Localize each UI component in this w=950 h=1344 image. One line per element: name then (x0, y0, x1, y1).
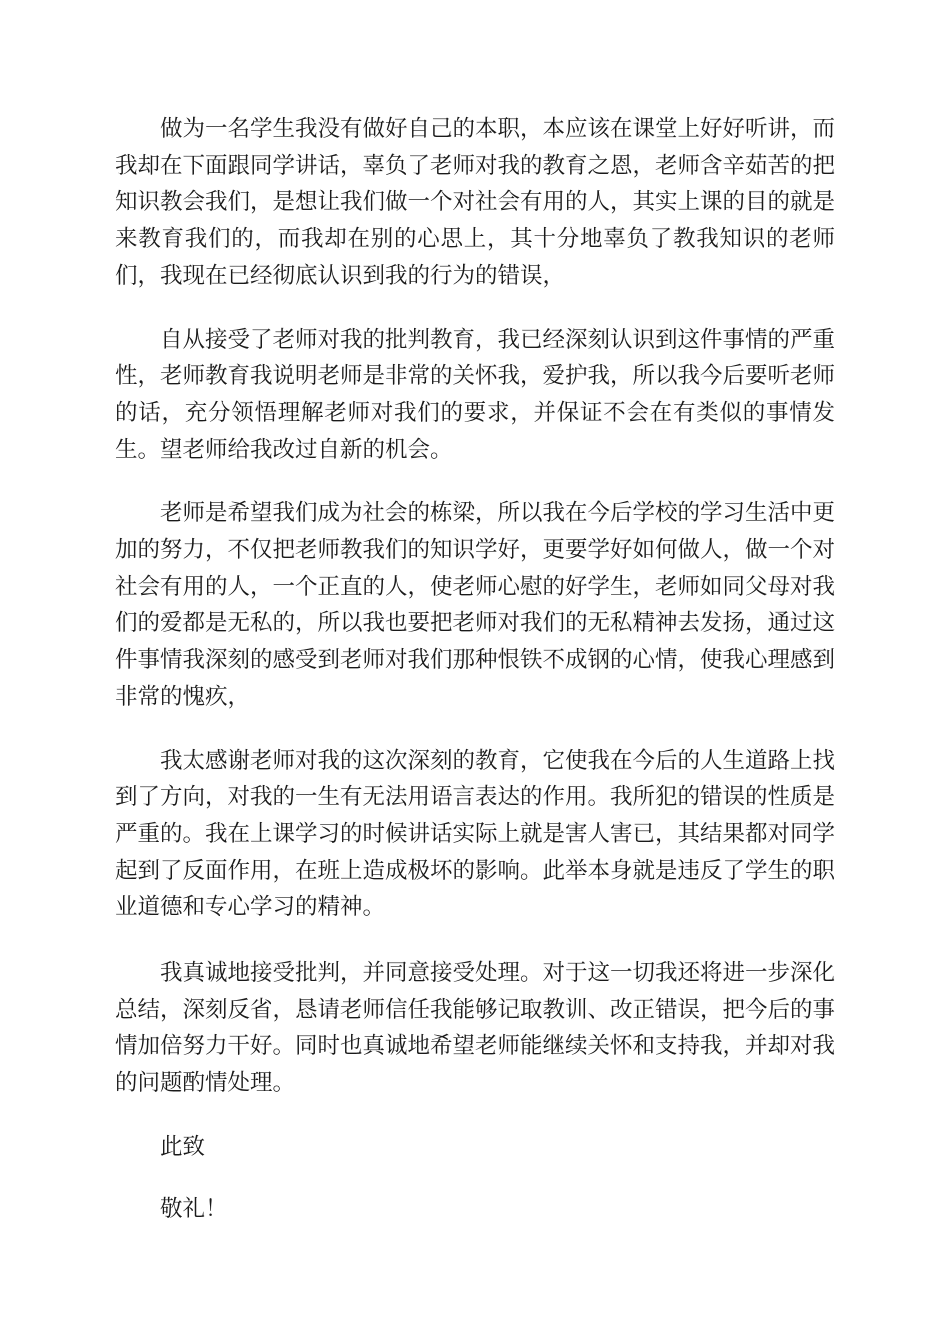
closing-regards: 敬礼！ (160, 1195, 228, 1222)
paragraph-5: 我真诚地接受批判，并同意接受处理。对于这一切我还将进一步深化总结，深刻反省，恳请老师信任我能够记取教训、改正错误，把今后的事情加倍努力干好。同时也真诚地希望老师能继续关怀和支持我，并却对我的问题酌情处理。 (115, 960, 836, 1097)
paragraph-4: 我太感谢老师对我的这次深刻的教育，它使我在今后的人生道路上找到了方向，对我的一生有无法用语言表达的作用。我所犯的错误的性质是严重的。我在上课学习的时候讲话实际上就是害人害已，其结果都对同学起到了反面作用，在班上造成极坏的影响。此举本身就是违反了学生的职业道德和专心学习的精神。 (115, 747, 836, 921)
letter-body (115, 111, 835, 1252)
paragraph-3: 老师是希望我们成为社会的栋梁，所以我在今后学校的学习生活中更加的努力，不仅把老师教我们的知识学好，更要学好如何做人，做一个对社会有用的人，一个正直的人，使老师心慰的好学生，老师如同父母对我们的爱都是无私的，所以我也要把老师对我们的无私精神去发扬，通过这件事情我深刻的感受到老师对我们那种恨铁不成钢的心情，使我心理感到非常的愧疚， (115, 500, 836, 710)
paragraph-1: 做为一名学生我没有做好自己的本职，本应该在课堂上好好听讲，而我却在下面跟同学讲话，辜负了老师对我的教育之恩，老师含辛茹苦的把知识教会我们，是想让我们做一个对社会有用的人，其实上课的目的就是来教育我们的，而我却在别的心思上，其十分地辜负了教我知识的老师们，我现在已经彻底认识到我的行为的错误， (115, 116, 836, 289)
paragraph-2: 自从接受了老师对我的批判教育，我已经深刻认识到这件事情的严重性，老师教育我说明老师是非常的关怀我，爱护我，所以我今后要听老师的话，充分领悟理解老师对我们的要求，并保证不会在有类似的事情发生。望老师给我改过自新的机会。 (115, 326, 836, 463)
closing-salutation: 此致 (160, 1133, 206, 1160)
